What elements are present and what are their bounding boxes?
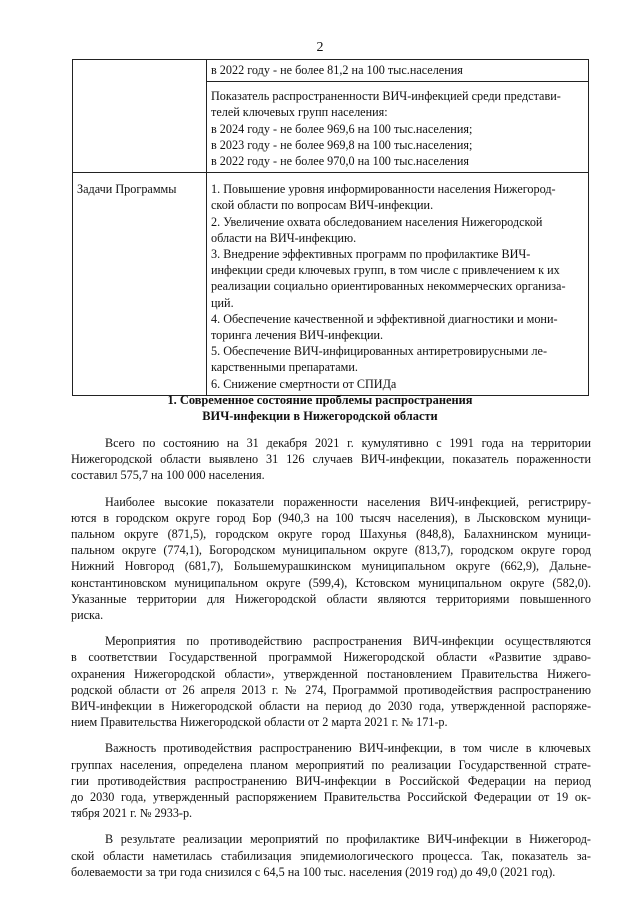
text-line: риска. <box>71 608 104 623</box>
content-block <box>207 82 588 172</box>
paragraph <box>71 831 591 880</box>
paragraph <box>71 494 591 624</box>
text-line: родской области от 26 апреля 2013 г. № 274, Программой противодействия распространению <box>71 682 591 697</box>
text-line: 3. Внедрение эффективных программ по профилактике ВИЧ- <box>211 247 531 262</box>
table-row <box>73 173 589 396</box>
text-line: Указанные территории для Нижегородской области являются территориями повышенного <box>71 591 591 606</box>
heading-line: 1. Современное состояние проблемы распространения <box>167 393 473 407</box>
text-line: области на ВИЧ-инфекцию. <box>211 230 357 245</box>
text-line: Мероприятия по противодействию распространения ВИЧ-инфекции осуществляются <box>105 634 591 649</box>
text-line: группах населения, определена планом мероприятий по реализации Государственной страте- <box>71 757 591 772</box>
row-content <box>207 60 589 173</box>
text-line: охранения Нижегородской области», утвержденной постановлением Правительства Нижего- <box>71 666 591 681</box>
row-content <box>207 173 589 396</box>
text-line: Всего по состоянию на 31 декабря 2021 г. кумулятивно с 1991 года на территории <box>105 436 591 450</box>
text-line: Важность противодействия распространению ВИЧ-инфекции, в том числе в ключевых <box>105 741 591 756</box>
text-line: Показатель распространенности ВИЧ-инфекцией среди представи- <box>211 89 561 104</box>
content-block <box>207 60 588 82</box>
heading-line: ВИЧ-инфекции в Нижегородской области <box>202 409 438 423</box>
text-line: реализации социально ориентированных некоммерческих организа- <box>211 279 566 294</box>
text-line: Наиболее высокие показатели пораженности населения ВИЧ-инфекцией, регистриру- <box>105 494 591 509</box>
text-line: составил 575,7 на 100 000 населения. <box>71 468 265 483</box>
text-line: карственными препаратами. <box>211 360 358 375</box>
paragraph <box>71 740 591 821</box>
text-line: ВИЧ-инфекции в Нижегородской области на период до 2030 года, утвержденной распоряже- <box>71 699 591 714</box>
text-line: гии противодействия распространению ВИЧ-инфекции в Российской Федерации на период <box>71 773 591 788</box>
text-line: 5. Обеспечение ВИЧ-инфицированных антиретровирусными ле- <box>211 344 548 359</box>
text-line: 1. Повышение уровня информированности населения Нижегород- <box>211 182 556 197</box>
text-line: ются в городском округе город Бор (940,3 на 100 тысяч населения), в Лысковском муници- <box>71 510 591 525</box>
text-line: тября 2021 г. № 2933-р. <box>71 806 193 821</box>
text-line: до 2030 года, утвержденный распоряжением Правительства Российской Федерации от 19 ок- <box>71 790 591 805</box>
paragraph <box>71 633 591 730</box>
section-heading <box>0 392 640 424</box>
paragraph <box>71 435 591 484</box>
text-line: Нижегородской области выявлено 31 126 случаев ВИЧ-инфекции, показатель пораженности <box>71 452 591 467</box>
text-line: пальном округе (774,1), Богородском муниципальном округе (813,7), городском округе город <box>71 543 591 558</box>
text-line: в соответствии Государственной программой Нижегородской области «Развитие здраво- <box>71 650 591 665</box>
text-line: болеваемости за три года снизился с 64,5 на 100 тыс. населения (2019 год) до 49,0 (2021 год). <box>71 864 556 879</box>
text-line: Нижний Новгород (681,7), Большемурашкинском муниципальном округе (662,9), Дальне- <box>71 559 591 574</box>
text-line: 4. Обеспечение качественной и эффективной диагностики и мони- <box>211 311 558 326</box>
row-label: Задачи Программы <box>73 173 207 396</box>
row-label <box>73 60 207 173</box>
text-line: в 2022 году - не более 81,2 на 100 тыс.населения <box>211 63 463 77</box>
table-row <box>73 60 589 173</box>
text-line: в 2023 году - не более 969,8 на 100 тыс.населения; <box>211 137 473 152</box>
section-body <box>71 435 591 890</box>
text-line: пальном округе (871,5), городском округе город Шахунья (848,8), Балахнинском муници- <box>71 527 591 542</box>
text-line: в 2022 году - не более 970,0 на 100 тыс.населения <box>211 154 469 169</box>
text-line: ской области по вопросам ВИЧ-инфекции. <box>211 198 434 213</box>
text-line: 2. Увеличение охвата обследованием населения Нижегородской <box>211 214 543 229</box>
page-number: 2 <box>316 40 324 55</box>
text-line: ций. <box>211 295 234 310</box>
text-line: В результате реализации мероприятий по профилактике ВИЧ-инфекции в Нижегород- <box>105 832 591 847</box>
text-line: в 2024 году - не более 969,6 на 100 тыс.населения; <box>211 121 473 136</box>
text-line: нием Правительства Нижегородской области от 2 марта 2021 г. № 171-р. <box>71 715 448 730</box>
text-line: инфекции среди ключевых групп, в том числе с привлечением к их <box>211 263 560 278</box>
text-line: ской области наметилась стабилизация эпидемиологического процесса. Так, показатель за- <box>71 848 591 863</box>
program-passport-table <box>72 59 589 396</box>
text-line: 6. Снижение смертности от СПИДа <box>211 376 397 391</box>
text-line: телей ключевых групп населения: <box>211 105 388 120</box>
text-line: константиновском муниципальном округе (599,4), Кстовском муниципальном округе (582,0). <box>71 575 591 590</box>
text-line: торинга лечения ВИЧ-инфекции. <box>211 328 384 343</box>
